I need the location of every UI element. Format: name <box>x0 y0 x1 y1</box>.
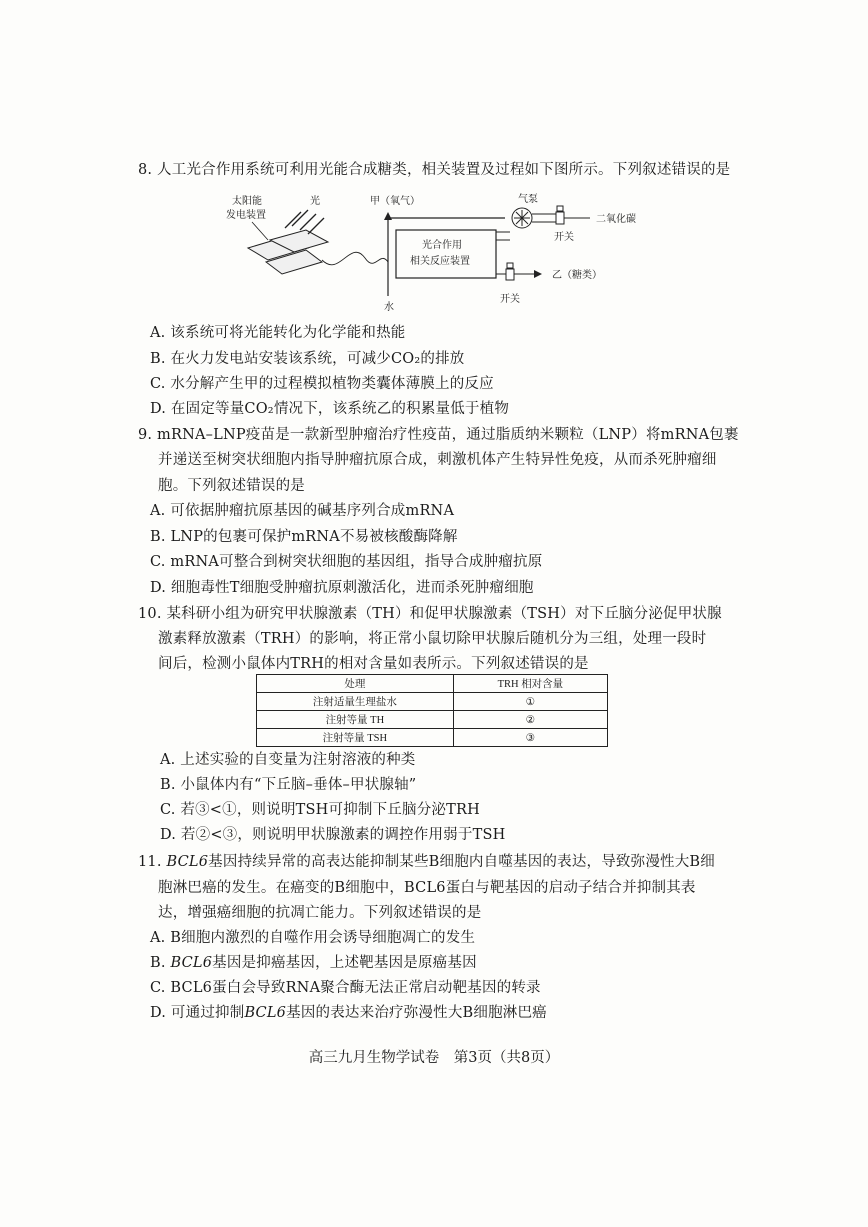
solar-panel-icon <box>248 230 328 274</box>
q11-option-a[interactable]: A. B细胞内激烈的自噬作用会诱导细胞凋亡的发生 <box>150 930 476 946</box>
switch-top-label: 开关 <box>554 232 574 243</box>
table-header: TRH 相对含量 <box>453 675 607 693</box>
solar-label-1: 太阳能 <box>232 196 262 207</box>
page-footer: 高三九月生物学试卷 第3页（共8页） <box>308 1050 560 1066</box>
box-label-1: 光合作用 <box>422 240 462 251</box>
q10-stem-line2: 激素释放激素（TRH）的影响，将正常小鼠切除甲状腺后随机分为三组，处理一段时 <box>158 631 707 647</box>
q11-option-b[interactable] <box>150 953 477 973</box>
q11-gene: BCL6 <box>166 854 209 870</box>
q10-option-d[interactable]: D. 若②<③，则说明甲状腺激素的调控作用弱于TSH <box>160 827 506 843</box>
q11-option-b-rest: 基因是抑癌基因，上述靶基因是原癌基因 <box>212 955 477 971</box>
q11-stem-line1 <box>138 852 715 872</box>
q10-stem-line1: 10. 某科研小组为研究甲状腺激素（TH）和促甲状腺激素（TSH）对下丘脑分泌促甲状腺 <box>138 606 722 622</box>
q10-stem-line3: 间后，检测小鼠体内TRH的相对含量如表所示。下列叙述错误的是 <box>158 656 589 672</box>
q9-option-b[interactable]: B. LNP的包裹可保护mRNA不易被核酸酶降解 <box>150 529 458 545</box>
q8-stem: 8. 人工光合作用系统可利用光能合成糖类，相关装置及过程如下图所示。下列叙述错误的是 <box>138 162 731 178</box>
wire <box>322 252 388 265</box>
yi-label: 乙（糖类） <box>552 270 602 281</box>
q9-option-d[interactable]: D. 细胞毒性T细胞受肿瘤抗原刺激活化，进而杀死肿瘤细胞 <box>150 580 534 596</box>
q9-option-a[interactable]: A. 可依据肿瘤抗原基因的碱基序列合成mRNA <box>150 503 455 519</box>
q10-table <box>256 674 608 747</box>
q8-diagram <box>210 188 636 313</box>
table-cell: 注射适量生理盐水 <box>257 693 454 711</box>
q11-option-d[interactable] <box>150 1003 547 1023</box>
table-cell: ① <box>453 693 607 711</box>
table-cell: 注射等量 TSH <box>257 729 454 747</box>
table-row <box>257 693 608 711</box>
q10-option-b[interactable]: B. 小鼠体内有“下丘脑–垂体–甲状腺轴” <box>160 777 417 793</box>
q11-option-d-gene: BCL6 <box>244 1005 287 1021</box>
table-row <box>257 729 608 747</box>
table-header-row <box>257 675 608 693</box>
q11-stem-rest: 基因持续异常的高表达能抑制某些B细胞内自噬基因的表达，导致弥漫性大B细 <box>208 854 715 870</box>
co2-label: 二氧化碳 <box>596 214 636 225</box>
q11-stem-line3: 达，增强癌细胞的抗凋亡能力。下列叙述错误的是 <box>158 905 482 921</box>
q9-stem-line1: 9. mRNA–LNP疫苗是一款新型肿瘤治疗性疫苗，通过脂质纳米颗粒（LNP）将mRNA包裹 <box>138 427 739 443</box>
q11-option-b-gene: BCL6 <box>170 955 213 971</box>
table-row <box>257 711 608 729</box>
jia-label: 甲（氧气） <box>370 196 420 207</box>
table-cell: ② <box>453 711 607 729</box>
q9-stem-line3: 胞。下列叙述错误的是 <box>158 478 305 494</box>
q8-option-c[interactable]: C. 水分解产生甲的过程模拟植物类囊体薄膜上的反应 <box>150 376 494 392</box>
light-label: 光 <box>310 196 320 207</box>
valve-top-icon <box>556 206 564 224</box>
q11-option-b-prefix: B. <box>150 955 171 971</box>
table-cell: 注射等量 TH <box>257 711 454 729</box>
table-cell: ③ <box>453 729 607 747</box>
table-header: 处理 <box>257 675 454 693</box>
box-label-2: 相关反应装置 <box>410 256 470 267</box>
q8-option-b[interactable]: B. 在火力发电站安装该系统，可减少CO₂的排放 <box>150 351 465 367</box>
q8-option-d[interactable]: D. 在固定等量CO₂情况下，该系统乙的积累量低于植物 <box>150 401 510 417</box>
pump-icon <box>512 208 532 228</box>
q11-number: 11. <box>138 854 167 870</box>
q11-stem-line2: 胞淋巴癌的发生。在癌变的B细胞中，BCL6蛋白与靶基因的启动子结合并抑制其表 <box>158 880 696 896</box>
q9-option-c[interactable]: C. mRNA可整合到树突状细胞的基因组，指导合成肿瘤抗原 <box>150 554 543 570</box>
pump-label: 气泵 <box>518 194 538 205</box>
q11-option-c[interactable]: C. BCL6蛋白会导致RNA聚合酶无法正常启动靶基因的转录 <box>150 980 541 996</box>
water-label: 水 <box>384 302 394 313</box>
switch-bottom-label: 开关 <box>500 294 520 305</box>
q10-option-a[interactable]: A. 上述实验的自变量为注射溶液的种类 <box>160 752 416 768</box>
valve-bottom-icon <box>506 263 514 280</box>
q11-option-d-rest: 基因的表达来治疗弥漫性大B细胞淋巴癌 <box>286 1005 547 1021</box>
q11-option-d-prefix: D. 可通过抑制 <box>150 1005 245 1021</box>
q10-option-c[interactable]: C. 若③<①，则说明TSH可抑制下丘脑分泌TRH <box>160 802 480 818</box>
reaction-box <box>396 230 496 278</box>
q9-stem-line2: 并递送至树突状细胞内指导肿瘤抗原合成，刺激机体产生特异性免疫，从而杀死肿瘤细 <box>158 452 717 468</box>
solar-label-2: 发电装置 <box>226 210 266 221</box>
q8-option-a[interactable]: A. 该系统可将光能转化为化学能和热能 <box>150 325 406 341</box>
